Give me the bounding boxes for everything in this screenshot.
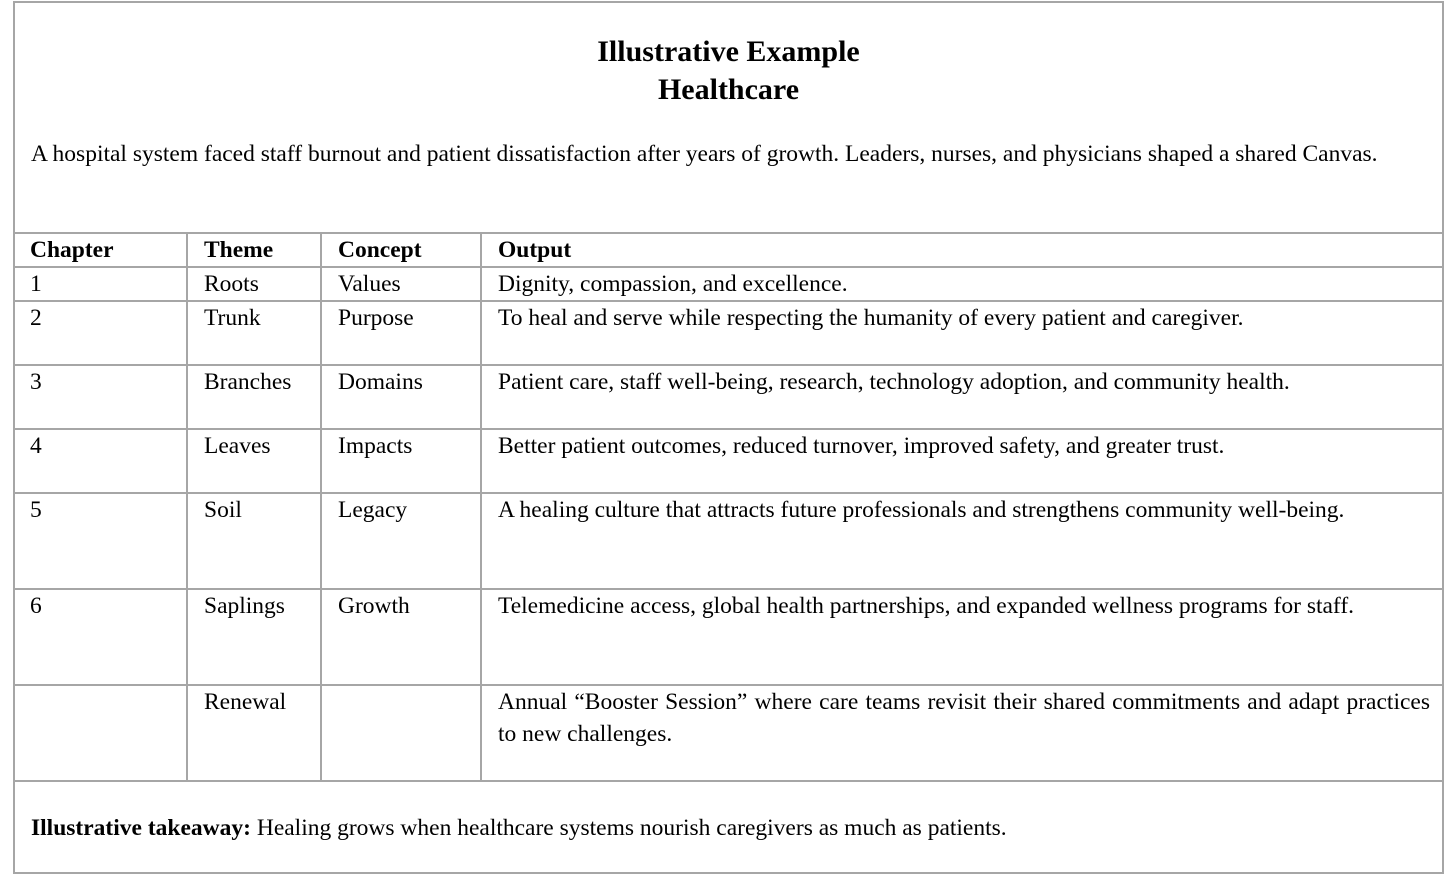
cell-output: Annual “Booster Session” where care teams revisit their shared commitments and adapt practices to new challenges.	[481, 685, 1444, 781]
cell-concept: Values	[321, 267, 481, 301]
canvas-table	[13, 232, 1444, 782]
cell-output: Dignity, compassion, and excellence.	[481, 267, 1444, 301]
table-row	[13, 685, 1444, 781]
column-header-concept: Concept	[321, 233, 481, 267]
table-row	[13, 267, 1444, 301]
cell-chapter: 4	[13, 429, 187, 493]
table-row	[13, 589, 1444, 685]
cell-theme: Soil	[187, 493, 321, 589]
cell-chapter: 1	[13, 267, 187, 301]
column-header-theme: Theme	[187, 233, 321, 267]
document-subtitle: Healthcare	[657, 73, 800, 106]
column-header-chapter: Chapter	[13, 233, 187, 267]
intro-paragraph: A hospital system faced staff burnout and patient dissatisfaction after years of growth. Leaders, nurses, and physicians shaped a shared Canvas.	[31, 141, 1378, 167]
cell-concept: Impacts	[321, 429, 481, 493]
cell-chapter: 2	[13, 301, 187, 365]
cell-concept	[321, 685, 481, 781]
table-row	[13, 365, 1444, 429]
cell-theme: Renewal	[187, 685, 321, 781]
table-header-row	[13, 233, 1444, 267]
cell-concept: Domains	[321, 365, 481, 429]
cell-chapter: 3	[13, 365, 187, 429]
takeaway-label: Illustrative takeaway:	[31, 815, 251, 841]
cell-chapter	[13, 685, 187, 781]
cell-concept: Legacy	[321, 493, 481, 589]
cell-output: Patient care, staff well-being, research, technology adoption, and community health.	[481, 365, 1444, 429]
cell-theme: Branches	[187, 365, 321, 429]
column-header-output: Output	[481, 233, 1444, 267]
cell-concept: Growth	[321, 589, 481, 685]
cell-output: To heal and serve while respecting the humanity of every patient and caregiver.	[481, 301, 1444, 365]
cell-output: A healing culture that attracts future professionals and strengthens community well-being.	[481, 493, 1444, 589]
table-row	[13, 493, 1444, 589]
document-title: Illustrative Example	[597, 35, 860, 68]
cell-chapter: 6	[13, 589, 187, 685]
cell-output: Better patient outcomes, reduced turnover, improved safety, and greater trust.	[481, 429, 1444, 493]
cell-theme: Leaves	[187, 429, 321, 493]
cell-chapter: 5	[13, 493, 187, 589]
table-row	[13, 301, 1444, 365]
cell-theme: Roots	[187, 267, 321, 301]
cell-output: Telemedicine access, global health partnerships, and expanded wellness programs for staff.	[481, 589, 1444, 685]
table-row	[13, 429, 1444, 493]
cell-theme: Trunk	[187, 301, 321, 365]
cell-theme: Saplings	[187, 589, 321, 685]
takeaway-text: Healing grows when healthcare systems nourish caregivers as much as patients.	[250, 815, 1007, 841]
takeaway-paragraph	[31, 812, 1007, 844]
cell-concept: Purpose	[321, 301, 481, 365]
